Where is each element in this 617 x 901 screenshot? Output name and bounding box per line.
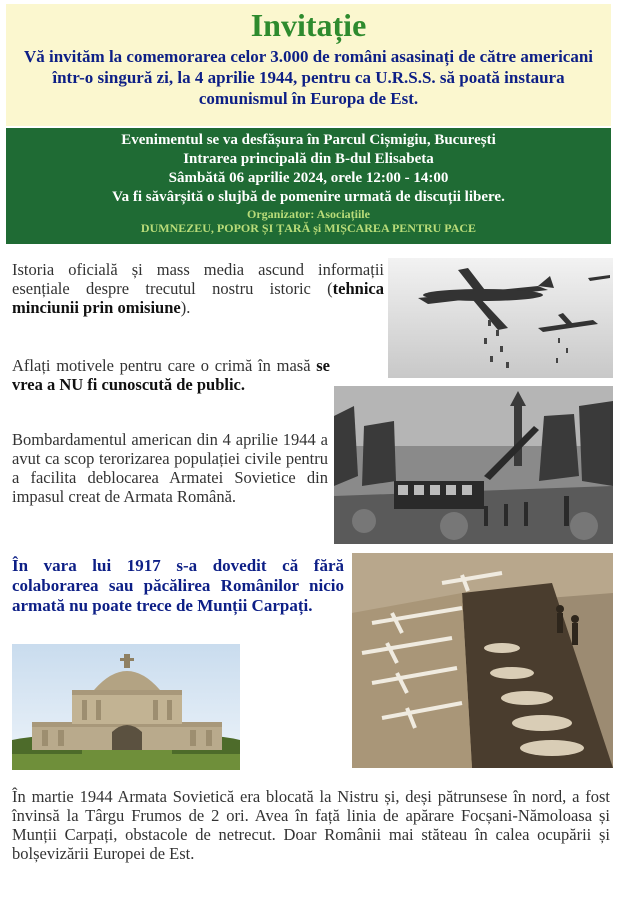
paragraph-official-history [12,260,384,317]
invitation-header [6,4,611,126]
paragraph-bold-text: tehnica minciunii prin omisiune [12,279,384,317]
event-details-box [6,128,611,244]
paragraph-text-end: ). [180,298,191,317]
paragraph-bold-text: se vrea a NU fi cunoscută de public. [12,356,330,394]
mass-grave-photo [352,553,613,768]
organizer-names: DUMNEZEU, POPOR ȘI ȚARĂ și MIȘCAREA PENTRU PACE [140,221,477,235]
paragraph-bombing-purpose: Bombardamentul american din 4 aprilie 1944 a avut ca scop terorizarea populației civile pentru a facilita deblocarea Armatei Sovietice din impasul creat de Armata Română. [12,430,328,506]
bomber-planes-photo [388,258,613,378]
mass-grave-illustration [352,553,613,768]
mausoleum-photo [12,644,240,770]
event-program: Va fi săvârșită o slujbă de pomenire urmată de discuții libere. [112,189,505,205]
bombed-city-illustration [334,386,613,544]
event-location: Evenimentul se va desfășura în Parcul Cișmigiu, București [121,132,496,148]
event-datetime: Sâmbătă 06 aprilie 2024, orele 12:00 - 14:00 [168,170,449,186]
paragraph-text: Istoria oficială și mass media ascund informații esențiale despre trecutul nostru istoric ( [12,260,384,298]
invitation-intro: Vă invităm la comemorarea celor 3.000 de români asasinați de către americani într-o singură zi, la 4 aprilie 1944, pentru ca U.R.S.S. să poată instaura comunismul în Europa de Est. [23,47,594,108]
event-entrance: Intrarea principală din B-dul Elisabeta [183,151,434,167]
paragraph-carpathians-1917: În vara lui 1917 s-a dovedit că fără colaborarea sau păcălirea Românilor nicio armată nu poate trece de Munții Carpați. [12,556,344,615]
paragraph-soviet-army-1944: În martie 1944 Armata Sovietică era blocată la Nistru și, deși pătrunsese în nord, a fost învinsă la Târgu Frumos de 2 ori. Avea în față linia de apărare Focșani-Nămoloasa și Munții Carpați, obstacole de netrecut. Doar Românii mai stăteau în calea ocupării și bolșevizării Europei de Est. [12,787,610,863]
bombed-city-photo [334,386,613,544]
paragraph-text: Aflați motivele pentru care o crimă în masă [12,356,317,375]
paragraph-mass-crime [12,356,330,394]
page-title: Invitație [250,7,367,43]
organizer-label: Organizator: Asociațiile [247,207,370,221]
bomber-planes-illustration [388,258,613,378]
mausoleum-illustration [12,644,240,770]
